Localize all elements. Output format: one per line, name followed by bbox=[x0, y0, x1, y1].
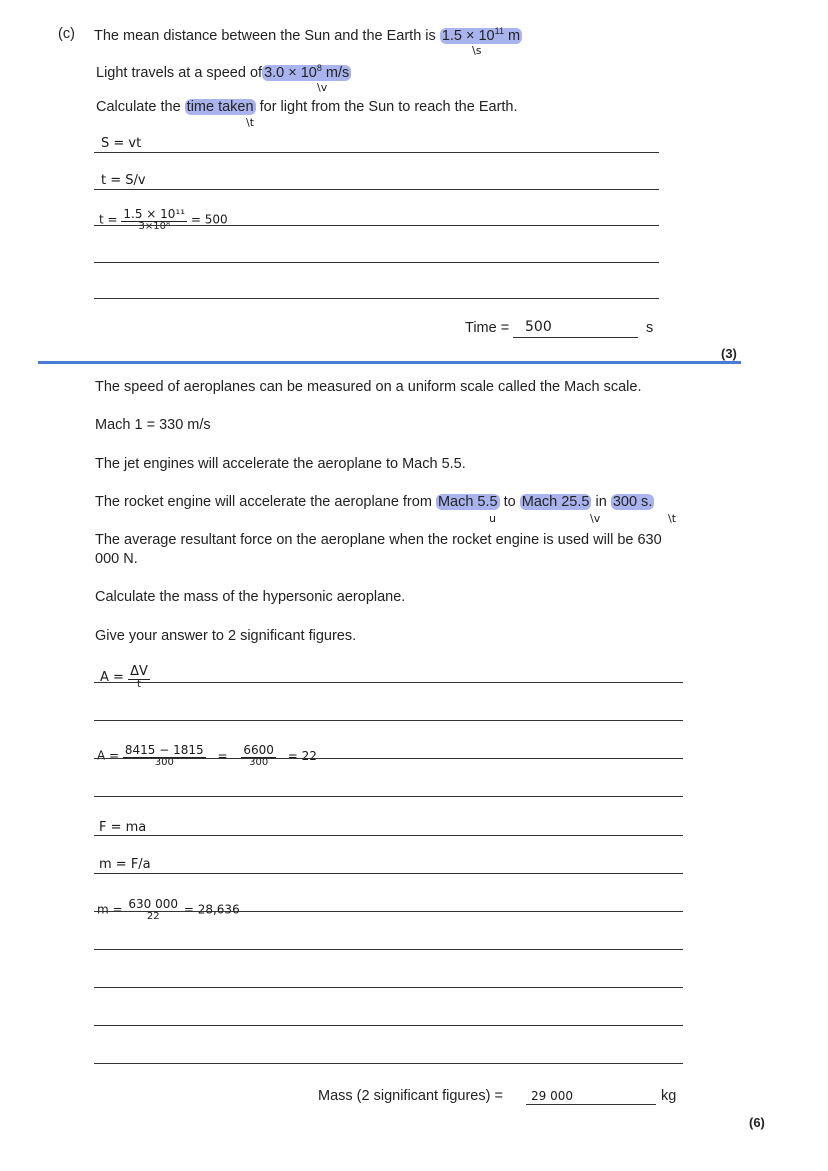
answer-line bbox=[94, 796, 683, 797]
jet-engine-text: The jet engines will accelerate the aeroplane to Mach 5.5. bbox=[95, 456, 466, 472]
time-answer-value[interactable]: 500 bbox=[525, 319, 552, 335]
mass-answer-line bbox=[526, 1104, 656, 1105]
distance-exponent: 11 bbox=[494, 26, 504, 36]
time-highlight bbox=[611, 494, 655, 510]
work3-numerator: 1.5 × 10¹¹ bbox=[123, 207, 186, 221]
w1-denominator: t bbox=[137, 678, 141, 690]
answer-line bbox=[94, 835, 683, 836]
distance-text: The mean distance between the Sun and the Earth is bbox=[94, 27, 436, 44]
distance-value-highlight bbox=[440, 28, 522, 44]
w1-pre: A = bbox=[100, 670, 124, 686]
work-c-line1: S = vt bbox=[101, 136, 142, 151]
w2-numerator2: 6600 bbox=[243, 743, 274, 757]
rocket-engine-text bbox=[95, 494, 654, 510]
force-text-line2: 000 N. bbox=[95, 551, 138, 567]
answer-line bbox=[94, 1063, 683, 1064]
calculate-mass-text: Calculate the mass of the hypersonic aeroplane. bbox=[95, 589, 406, 605]
force-text-line1: The average resultant force on the aeroplane when the rocket engine is used will be 630 bbox=[95, 532, 662, 548]
w1-fraction bbox=[128, 665, 150, 690]
instruction-post: for light from the Sun to reach the Earth. bbox=[259, 99, 518, 115]
w2-numerator: 8415 − 1815 bbox=[124, 743, 204, 757]
mach-intro: The speed of aeroplanes can be measured on a uniform scale called the Mach scale. bbox=[95, 379, 642, 395]
work3-result: = 500 bbox=[190, 212, 228, 227]
work3-fraction bbox=[121, 208, 187, 232]
time-answer-label: Time = bbox=[465, 320, 510, 336]
annotation-t: \t bbox=[246, 116, 255, 129]
time-value: 300 s bbox=[612, 494, 649, 510]
speed-value-highlight bbox=[262, 65, 351, 81]
answer-line bbox=[94, 911, 683, 912]
work-c-line2: t = S/v bbox=[101, 173, 146, 188]
work-d-line1 bbox=[100, 665, 150, 690]
answer-line bbox=[94, 682, 683, 683]
time-post: . bbox=[648, 494, 653, 510]
mach-end-highlight: Mach 25.5 bbox=[521, 494, 590, 510]
annotation-s: \s bbox=[472, 44, 482, 57]
time-answer-unit: s bbox=[646, 320, 654, 336]
speed-unit: m/s bbox=[325, 64, 350, 81]
time-taken-highlight: time taken bbox=[186, 99, 254, 115]
question-c-distance bbox=[94, 26, 522, 44]
distance-unit: m bbox=[508, 27, 521, 44]
w2-denominator: 300 bbox=[154, 756, 174, 768]
sig-fig-text: Give your answer to 2 significant figures. bbox=[95, 628, 357, 644]
answer-line bbox=[94, 1025, 683, 1026]
mach-definition: Mach 1 = 330 m/s bbox=[95, 417, 211, 433]
work-c-line3 bbox=[99, 208, 228, 232]
w2-fraction bbox=[123, 744, 206, 768]
w2-result: = 22 bbox=[287, 748, 317, 763]
work3-denominator: 3×10⁸ bbox=[138, 220, 170, 232]
w5-denominator: 22 bbox=[146, 910, 160, 922]
answer-line bbox=[94, 873, 683, 874]
answer-line bbox=[94, 152, 659, 153]
answer-line bbox=[94, 720, 683, 721]
answer-line bbox=[94, 949, 683, 950]
answer-line bbox=[94, 758, 683, 759]
section-divider bbox=[38, 361, 741, 364]
w2-equals: = bbox=[217, 748, 228, 763]
marks-d: (6) bbox=[749, 1115, 765, 1130]
part-c-label: (c) bbox=[58, 26, 75, 42]
answer-line bbox=[94, 298, 659, 299]
rocket-mid2: in bbox=[595, 494, 607, 510]
speed-value: 3.0 × 10 bbox=[264, 64, 317, 81]
mass-answer-value[interactable]: 29 000 bbox=[531, 1089, 573, 1103]
marks-c: (3) bbox=[721, 346, 737, 361]
answer-line bbox=[94, 262, 659, 263]
mach-start-highlight: Mach 5.5 bbox=[437, 494, 498, 510]
annotation-t2: \t bbox=[668, 512, 677, 525]
w2-pre: A = bbox=[97, 748, 120, 763]
w5-numerator: 630 000 bbox=[128, 897, 179, 911]
work3-pre: t = bbox=[99, 212, 118, 227]
question-c-instruction bbox=[96, 99, 518, 115]
work-d-line3: F = ma bbox=[99, 820, 147, 835]
answer-line bbox=[94, 225, 659, 226]
annotation-u: u bbox=[489, 512, 496, 525]
mass-answer-unit: kg bbox=[661, 1088, 677, 1104]
instruction-pre: Calculate the bbox=[96, 99, 181, 115]
speed-exponent: 8 bbox=[316, 63, 322, 73]
answer-line bbox=[94, 987, 683, 988]
rocket-mid1: to bbox=[503, 494, 516, 510]
w2-denominator2: 300 bbox=[249, 756, 269, 768]
time-answer-line bbox=[513, 337, 638, 338]
work-d-line4: m = F/a bbox=[99, 857, 151, 872]
distance-value: 1.5 × 10 bbox=[441, 27, 495, 44]
annotation-v: \v bbox=[317, 81, 328, 94]
speed-text: Light travels at a speed of bbox=[96, 64, 263, 81]
w5-result: = 28,636 bbox=[183, 902, 240, 917]
w5-pre: m = bbox=[97, 902, 123, 917]
rocket-pre: The rocket engine will accelerate the aeroplane from bbox=[95, 494, 432, 510]
answer-line bbox=[94, 189, 659, 190]
w1-numerator: ΔV bbox=[130, 664, 148, 679]
w2-fraction2 bbox=[241, 744, 276, 768]
mass-answer-label: Mass (2 significant figures) = bbox=[318, 1088, 503, 1104]
work-d-line2 bbox=[97, 744, 317, 768]
annotation-v2: \v bbox=[590, 512, 601, 525]
question-c-speed bbox=[96, 63, 351, 81]
